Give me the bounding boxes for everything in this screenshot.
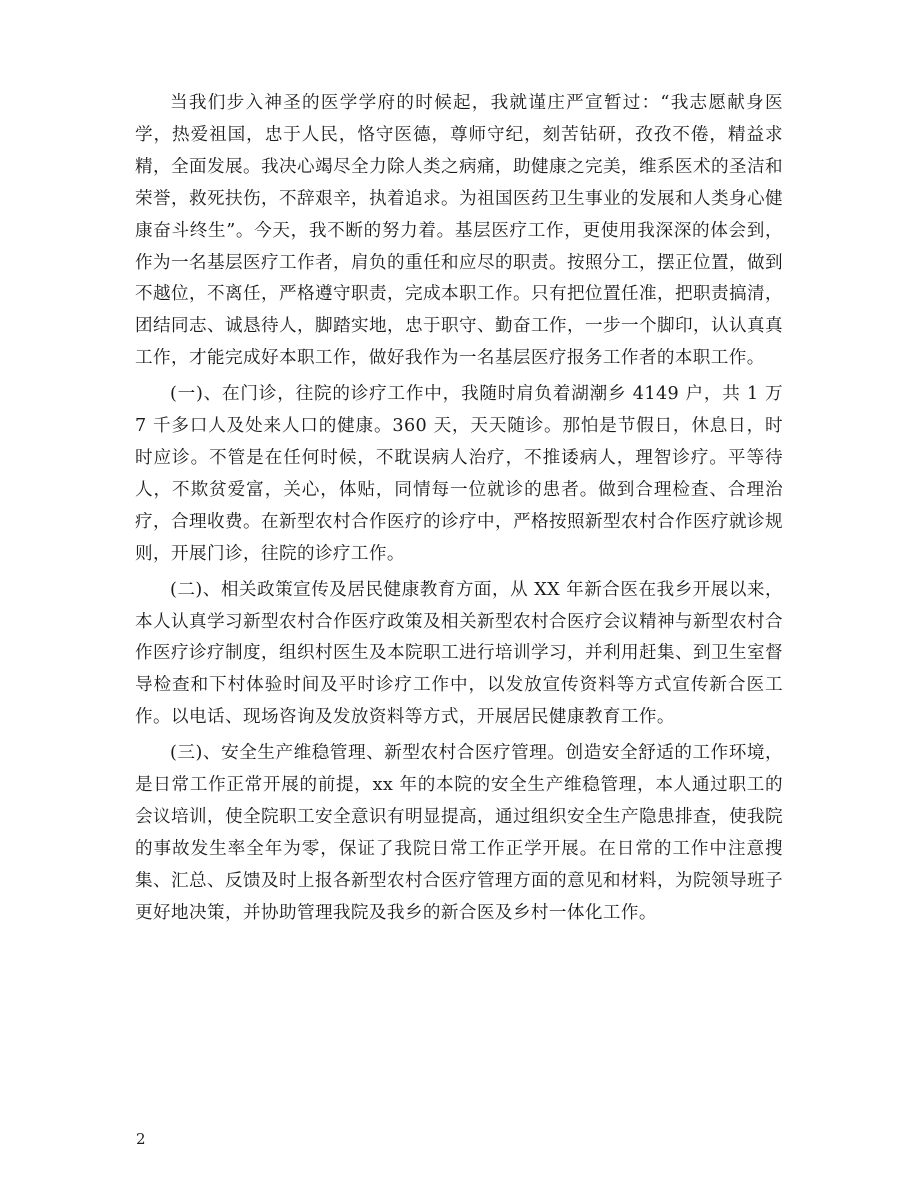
paragraph-outpatient: (一)、在门诊，往院的诊疗工作中，我随时肩负着湖潮乡 4149 户，共 1 万 7 千多口人及处来人口的健康。360 天，天天随诊。那怕是节假日，休息日，时时应诊。不管是在任何时候，不耽误病人治疗，不推诿病人，理智诊疗。平等待人，不欺贫爱富，关心，体贴，同情每一位就诊的患者。做到合理检查、合理治疗，合理收费。在新型农村合作医疗的诊疗中，严格按照新型农村合作医疗就诊规则，开展门诊，往院的诊疗工作。 <box>135 384 783 564</box>
paragraph-policy-education: (二)、相关政策宣传及居民健康教育方面，从 XX 年新合医在我乡开展以来，本人认真学习新型农村合作医疗政策及相关新型农村合医疗会议精神与新型农村合作医疗诊疗制度，组织村医生及本院职工进行培训学习，并利用赶集、到卫生室督导检查和下村体验时间及平时诊疗工作中，以发放宣传资料等方式宣传新合医工作。以电话、现场咨询及发放资料等方式，开展居民健康教育工作。 <box>135 579 783 728</box>
paragraph-safety-management: (三)、安全生产维稳管理、新型农村合医疗管理。创造安全舒适的工作环境，是日常工作正常开展的前提，xx 年的本院的安全生产维稳管理，本人通过职工的会议培训，使全院职工安全意识有明显提高，通过组织安全生产隐患排查，使我院的事故发生率全年为零，保证了我院日常工作正学开展。在日常的工作中注意搜集、汇总、反馈及时上报各新型农村合医疗管理方面的意见和材料，为院领导班子更好地决策，并协助管理我院及我乡的新合医及乡村一体化工作。 <box>135 743 783 923</box>
page-number: 2 <box>136 1130 146 1148</box>
document-body <box>135 88 783 934</box>
paragraph-intro: 当我们步入神圣的医学学府的时候起，我就谨庄严宣暂过：“我志愿献身医学，热爱祖国，忠于人民，恪守医德，尊师守纪，刻苦钻研，孜孜不倦，精益求精，全面发展。我决心竭尽全力除人类之病痛，助健康之完美，维系医术的圣洁和荣誉，救死扶伤，不辞艰辛，执着追求。为祖国医药卫生事业的发展和人类身心健康奋斗终生”。今天，我不断的努力着。基层医疗工作，更使用我深深的体会到，作为一名基层医疗工作者，肩负的重任和应尽的职责。按照分工，摆正位置，做到不越位，不离任，严格遵守职责，完成本职工作。只有把位置任准，把职责搞清，团结同志、诚恳待人，脚踏实地，忠于职守、勤奋工作，一步一个脚印，认认真真工作，才能完成好本职工作，做好我作为一名基层医疗报务工作者的本职工作。 <box>135 93 783 369</box>
